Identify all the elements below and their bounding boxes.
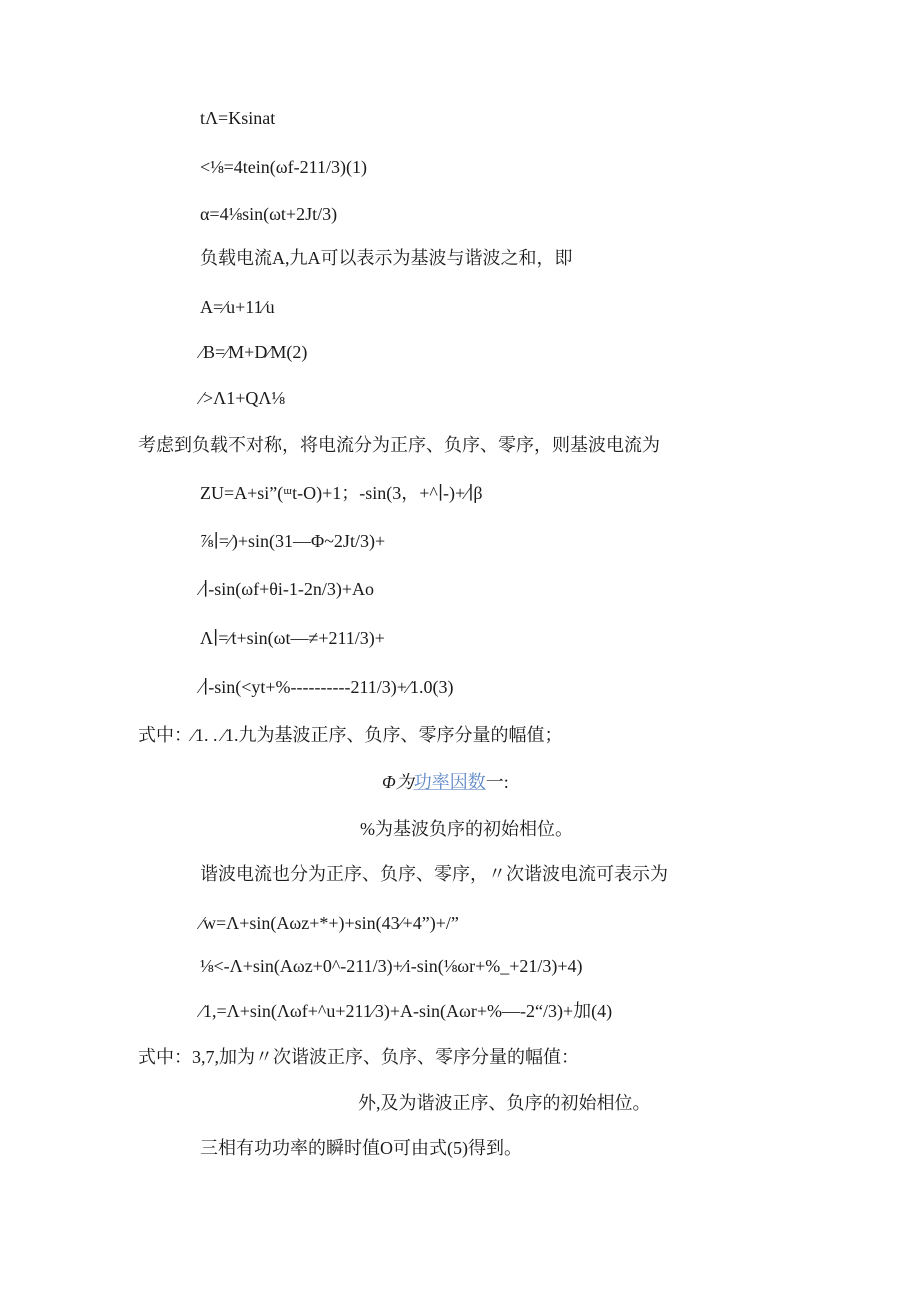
body-text-line: 三相有功功率的瞬时值O可由式(5)得到。 [200,1138,522,1158]
body-text-line: 负载电流A,九A可以表示为基波与谐波之和，即 [200,248,573,268]
formula-line: A=⁄u+11⁄u [200,297,275,317]
power-factor-link[interactable]: 功率因数 [413,772,486,792]
formula-line: ⁄>Λ1+QΛ⅛ [200,388,285,408]
formula-line: tΛ=Ksinat [200,108,276,128]
body-text-line [382,771,509,793]
body-text-line: 考虑到负载不对称，将电流分为正序、负序、零序，则基波电流为 [138,435,660,455]
body-text-line: 外,及为谐波正序、负序的初始相位。 [358,1093,651,1113]
formula-line: ⁄w=Λ+sin(Aωz+*+)+sin(43⁄+4”)+/” [200,913,459,933]
formula-line: Λ∣=⁄t+sin(ωt—≠+211/3)+ [200,628,385,648]
formula-line: ZU=A+si”(ᵚt-O)+1；-sin(3，+^∣-)+⁄∣β [200,483,483,503]
body-text-line: %为基波负序的初始相位。 [360,819,573,839]
formula-line: α=4⅛sin(ωt+2Jt/3) [200,204,338,224]
formula-line: ⅞∣=⁄)+sin(31—Φ~2Jt/3)+ [200,531,386,551]
text-suffix: 一: [485,772,509,792]
body-text-line: 式中：⁄1. . ⁄1.九为基波正序、负序、零序分量的幅值； [138,725,563,745]
text-prefix: Φ为 [382,772,414,792]
formula-line: ⁄∣-sin(<yt+%----------211/3)+⁄1.0(3) [200,677,454,697]
body-text-line: 式中：3,7,加为〃次谐波正序、负序、零序分量的幅值： [138,1047,579,1067]
formula-line: ⁄∣-sin(ωf+θi-1-2n/3)+Ao [200,579,374,599]
formula-line: ⁄1,=Λ+sin(Λωf+^u+211⁄3)+A-sin(Aωr+%—-2“/3)+加(4) [200,1001,613,1021]
formula-line: ⁄B=⁄M+D⁄M(2) [200,342,308,362]
formula-line: ⅛<-Λ+sin(Aωz+0^-211/3)+⁄i-sin(⅛ωr+%_+21/3)+4) [200,956,583,976]
body-text-line: 谐波电流也分为正序、负序、零序，〃次谐波电流可表示为 [200,864,668,884]
formula-line: <⅛=4tein(ωf-211/3)(1) [200,157,367,177]
